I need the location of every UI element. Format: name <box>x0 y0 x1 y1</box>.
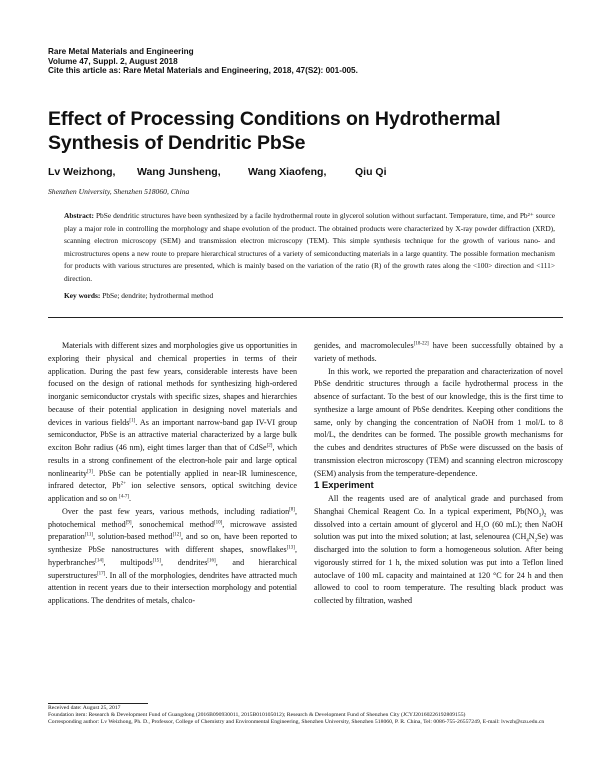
citation-line: Cite this article as: Rare Metal Materials and Engineering, 2018, 47(S2): 001-005. <box>48 66 358 76</box>
paragraph: genides, and macromolecules[18-22] have been successfully obtained by a variety of methods. <box>314 341 563 363</box>
author-2: Wang Junsheng, <box>137 166 221 178</box>
section-divider <box>48 317 563 318</box>
keywords-label: Key words: <box>64 291 101 300</box>
journal-name: Rare Metal Materials and Engineering <box>48 47 194 56</box>
footnote-author: Corresponding author: Lv Weizhong, Ph. D., Professor, College of Chemistry and Environmental Engineering, Shenzhen University, Shenzhen 518060, P. R. China, Tel: 0086-755-26557249, E-mail: lvwzh@szu.edu.cn <box>48 718 545 725</box>
paragraph: In this work, we reported the preparation and characterization of novel PbSe dendritic structures through a facile hydrothermal process in the absence of surfactant. To the best of our knowledge, this is the first time to synthesize a large amount of PbSe dendrites. Keeping other conditions the same, only by changing the concentration of NaOH from 1 mol/L to 8 mol/L, the dendrites can be formed. The possible growth mechanisms for the cubes and dendrites structures of PbSe were discussed on the basis of transmission electron microscopy (TEM) and scanning electron microscopy (SEM) analysis from the temperature-dependence. <box>314 366 563 478</box>
paragraph: Over the past few years, various methods, including radiation[8], photochemical method[9], sonochemical method[10], microwave assisted preparation[11], solution-based method[12], and so on, have been reported to synthesize PbSe nanostructures with different shapes, snowflakes[13], hyperbranches[14], multipods[15], dendrites[16], and hierarchical superstructures[17]. In all of the morphologies, dendrites have attracted much attention in recent years due to their intersection morphology and potential applications. The dendrites of metals, chalco- <box>48 506 297 605</box>
affiliation: Shenzhen University, Shenzhen 518060, China <box>48 187 190 196</box>
author-3: Wang Xiaofeng, <box>248 166 327 178</box>
footnote-received: Received date: August 25, 2017 <box>48 705 121 711</box>
article-title: Effect of Processing Conditions on Hydrothermal Synthesis of Dendritic PbSe <box>48 108 501 154</box>
footnote-divider <box>48 703 148 704</box>
paragraph: All the reagents used are of analytical grade and purchased from Shanghai Chemical Reagent Co. In a typical experiment, $Pb(NO_3)_2$ was dissolved into a certain amount of glycerol and $H_2O$ (60 mL); then NaOH solution was put into the mixed solution; at last, selenourea $(CH_4N_2Se)$ was discharged into the solution to form a homogeneous solution. After being vigorously stirred for 1 h, the mixed solution was put into a Teflon lined autoclave of 100 mL capacity and maintained at 120 °C for 24 h and then allowed to cool to room temperature. The resulting black product was collected by filtration, washed <box>314 494 563 605</box>
abstract-text: PbSe dendritic structures have been synthesized by a facile hydrothermal route in glycerol solution without surfactant. Temperature, time, and Pb²⁺ source play a major role in controlling the morphology and shape evolution of the product. The obtained products were characterized by X-ray powder diffraction (XRD), scanning electron microscopy (SEM) and transmission electron microscopy (TEM). This simple synthesis technique for the growth of various nano- and microstructures opens a new route to prepare hierarchical structures of a variety of semiconducting materials in a large quantity. The possible formation mechanism for products with various structures are presented, which is mainly based on the variation of the ratio (R) of the growth rates along the <100> direction and <111> direction. <box>64 211 555 283</box>
author-1: Lv Weizhong, <box>48 166 116 178</box>
journal-header <box>48 47 358 76</box>
footnote-foundation: Foundation item: Research & Development Fund of Guangdong (2016B090930011, 2015B010105012); Research & Development Fund of Shenzhen City (JCYJ20160226192809155) <box>48 711 466 718</box>
body-column-right <box>314 340 563 608</box>
journal-volume: Volume 47, Suppl. 2, August 2018 <box>48 56 178 66</box>
paragraph: Materials with different sizes and morphologies give us opportunities in exploring their physical and chemical properties in terms of their application. During the past few years, considerable interests have been focused on the design of rational methods for synthesizing high-ordered inorganic semiconductor crystals with specific sizes, shapes and hierarchies because of their potential application in designing novel materials and devices in various fields[1]. As an important narrow-band gap IV-VI group semiconductor, PbSe is an attractive material characterized by a large bulk exciton Bohr radius (46 nm), eight times larger than that of CdSe[2], which results in a strong confinement of the electron-hole pair and large optical nonlinearity[3]. PbSe can be potentially applied in near-IR luminescence, infrared detector, $Pb^{2+}$ ion selective sensors, optical switching device application and so on [4-7]. <box>48 341 297 503</box>
footnotes <box>48 705 563 726</box>
abstract <box>64 210 555 285</box>
keywords-text: PbSe; dendrite; hydrothermal method <box>102 291 214 300</box>
abstract-label: Abstract: <box>64 211 94 220</box>
keywords <box>64 291 213 300</box>
section-heading: 1 Experiment <box>314 480 374 492</box>
author-4: Qiu Qi <box>355 166 387 178</box>
body-column-left <box>48 340 297 608</box>
